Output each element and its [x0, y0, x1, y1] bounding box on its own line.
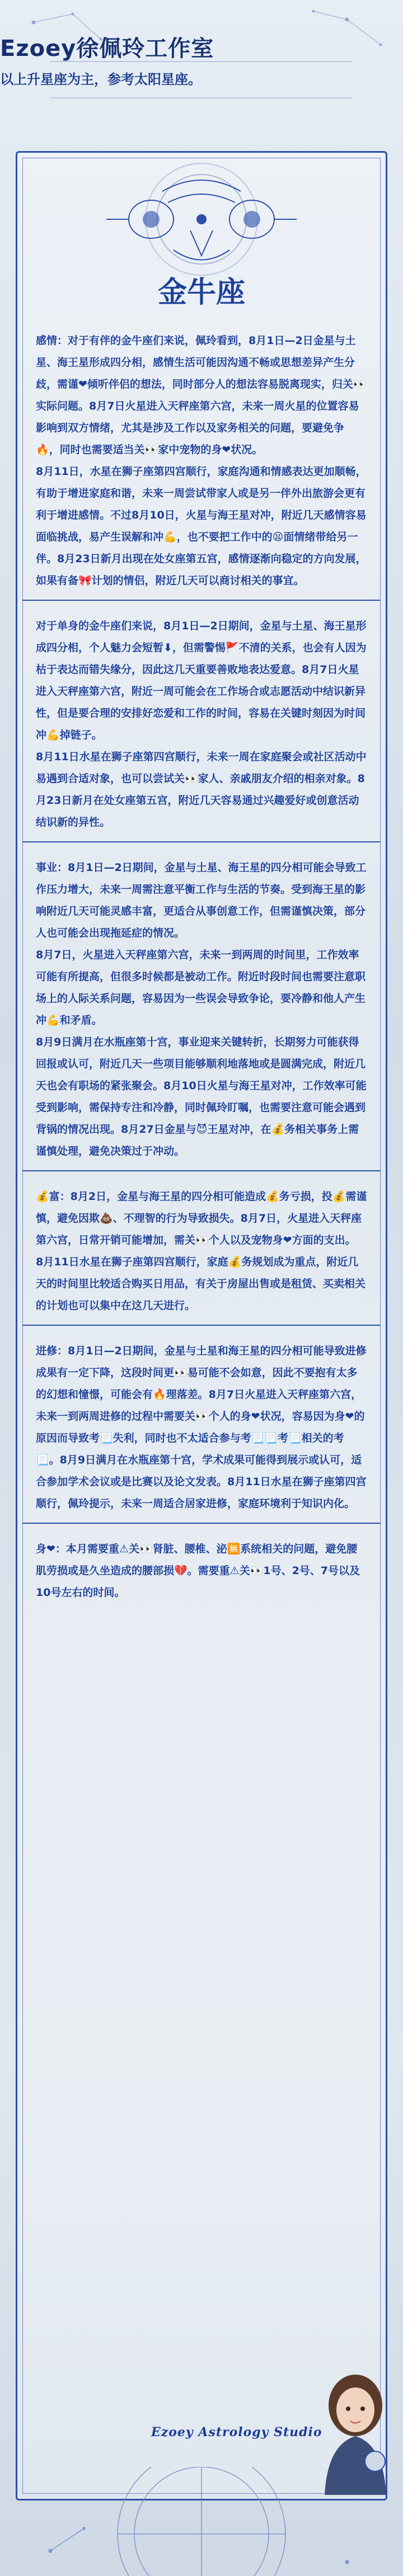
- paragraph: 8月7日，火星进入天秤座第六宫，未来一到两周的时间里，工作效率可能有所提高，但很多时候都是被动工作。附近时段时间也需要注意职场上的人际关系问题，容易因为一些误会导致争论，要冷静和他人产生冲💪和矛盾。: [36, 949, 366, 1026]
- paragraph: 8月9日满月在水瓶座第十宫，事业迎来关键转折，长期努力可能获得回报或认可，附近几天一些项目能够顺利地落地或是圆满完成，附近几天也会有职场的紧张聚会。8月10日火星与海王星对冲，工作效率可能受到影响，需保持专注和冷静，同时佩玲盯嘱，也需要注意可能会遇到背锅的情况出现。8月27日金星与😈王星对冲，在💰务相关事务上需谨慎处理，避免决策过于冲动。: [36, 1036, 367, 1157]
- paragraph: 💰富：8月2日，金星与海王星的四分相可能造成💰务亏损，投💰需谨慎，避免因欺💩、不理智的行为导致损失。8月7日，火星进入天秤座第六宫，日常开销可能增加，需关👀个人以及宠物身❤方面的支出。: [36, 1190, 367, 1246]
- studio-name: Ezoey Astrology Studio: [151, 2425, 322, 2440]
- section-career: [36, 857, 367, 1162]
- section-study: [36, 1340, 367, 1515]
- sign-title: 金牛座: [157, 276, 245, 309]
- paragraph: 8月11日，水星在狮子座第四宫顺行，家庭沟通和情感表达更加顺畅，有助于增进家庭和谐，未来一周尝试带家人或是另一伴外出旅游会更有利于增进感情。不过8月10日，火星与海王星对冲，附近几天感情容易面临挑战，易产生误解和冲💪，也不要把工作中的😫面情绪带给另一伴。8月23日新月出现在处女座第五宫，感情逐渐向稳定的方向发展，如果有备🎀计划的情侣，附近几天可以商讨相关的事宜。: [36, 465, 367, 587]
- section-divider: [22, 600, 381, 601]
- section-divider: [22, 1170, 381, 1171]
- section-love-singles: [36, 615, 367, 833]
- section-health: [36, 1538, 367, 1604]
- page-subtitle: 以上升星座为主，参考太阳星座。: [0, 72, 202, 87]
- paragraph: 8月11日水星在狮子座第四宫顺行，家庭💰务规划成为重点，附近几天的时间里比较适合购买日用品，有关于房屋出售或是租赁、买卖相关的计划也可以集中在这几天进行。: [36, 1256, 366, 1312]
- paragraph: 对于单身的金牛座们来说，8月1日—2日期间，金星与土星、海王星形成四分相，个人魅力会短暂⬇，但需警惕🚩不清的关系，也会有人因为枯于表达而错失缘分，因此这几天重要善败地表达爱意。8月7日火星进入天秤座第六宫，附近一周可能会在工作场合或志愿活动中结识新异性，但是要合理的安排好恋爱和工作的时间，容易在关键时刻因为时间冲💪掉链子。: [36, 620, 367, 741]
- paragraph: 身❤：本月需要重⚠关👀肾脏、腰椎、泌🈚系统相关的问题，避免腰肌劳损或是久坐造成的腰部损💔。需要重⚠关👀1号、2号、7号以及10号左右的时间。: [36, 1543, 360, 1599]
- section-divider: [22, 1523, 381, 1524]
- section-wealth: [36, 1186, 367, 1317]
- paragraph: 感情：对于有伴的金牛座们来说，佩玲看到，8月1日—2日金星与土星、海王星形成四分相，感情生活可能因沟通不畅或思想差异产生分歧，需谨❤倾听伴侣的想法，同时部分人的想法容易脱离现实，归关👀实际问题。8月7日火星进入天秤座第六宫，未来一周火星的位置容易影响到双方情绪，尤其是涉及工作以及家务相关的问题，要避免争🔥，同时也需要适当关👀家中宠物的身❤状况。: [36, 335, 367, 456]
- astrologer-avatar-icon: [313, 2366, 397, 2495]
- paragraph: 事业：8月1日—2日期间，金星与土星、海王星的四分相可能会导致工作压力增大，未来一周需注意平衡工作与生活的节奏。受到海王星的影响附近几天可能灵感丰富，更适合从事创意工作，但需谨慎决策，部分人也可能会出现拖延症的情况。: [36, 861, 367, 939]
- section-divider: [22, 841, 381, 842]
- page-title: Ezoey徐佩玲工作室: [0, 36, 214, 62]
- paragraph: 8月11日水星在狮子座第四宫顺行，未来一周在家庭聚会或社区活动中易遇到合适对象，也可以尝试关👀家人、亲戚朋友介绍的相亲对象。8月23日新月在处女座第五宫，附近几天容易通过兴趣爱好或创意活动结识新的异性。: [36, 751, 367, 828]
- horoscope-content: [36, 330, 367, 1604]
- paragraph: 进修：8月1日—2日期间，金星与土星和海王星的四分相可能导致进修成果有一定下降，这段时间更👀易可能不会如意，因此不要抱有太多的幻想和憧憬，可能会有🔥理落差。8月7日火星进入天秤座第六宫，未来一到两周进修的过程中需要关👀个人的身❤状况，容易因为身❤的原因而导致考📃失利，同时也不太适合参与考📃📃考📃相关的考📃。8月9日满月在水瓶座第十宫，学术成果可能得到展示或认可，适合参加学术会议或是比赛以及论文发表。8月11日水星在狮子座第四宫顺行，佩玲提示，未来一周适合居家进修，家庭环境利于知识内化。: [36, 1345, 367, 1510]
- section-divider: [22, 1325, 381, 1326]
- section-love-couples: [36, 330, 367, 592]
